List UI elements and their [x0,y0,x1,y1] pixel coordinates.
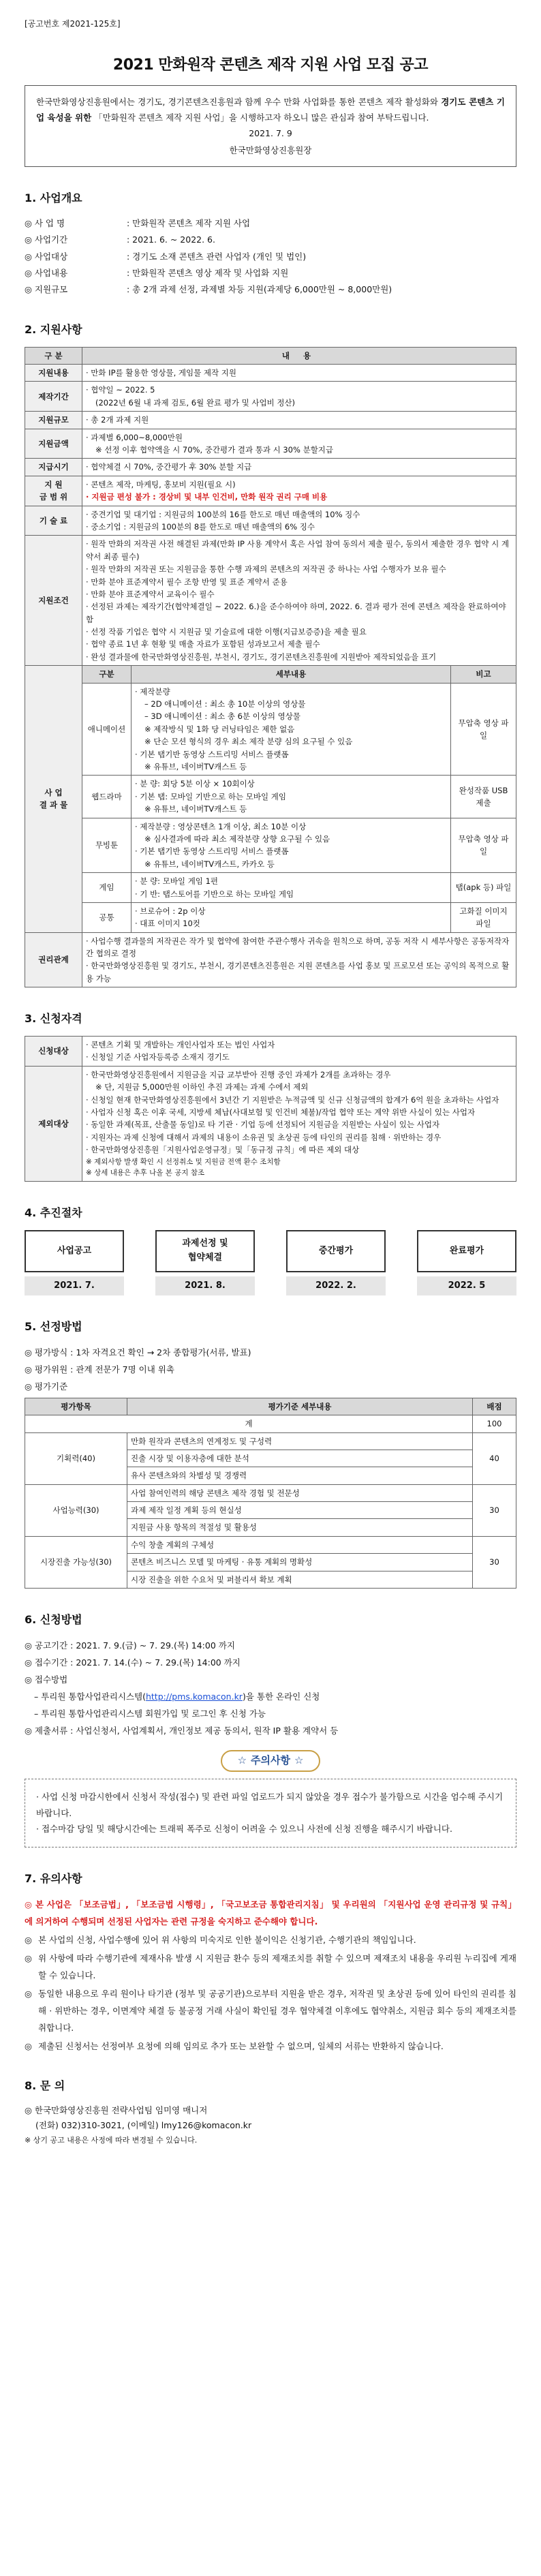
section-7-title: 7. 유의사항 [25,1872,82,1886]
selection-line: ◎ 평가방식 : 1차 자격요건 확인 → 2차 종합평가(서류, 발표) [25,1347,251,1358]
table-row: 제작기간 · 협약일 ~ 2022. 5 (2022년 6월 내 과제 검토, 6월 완료 평가 및 사업비 정산) [25,382,516,412]
contact-info: ◎ 한국만화영상진흥원 전략사업팀 임미영 매니저 (전화) 032)310-3021, (이메일) lmy126@komacon.kr ※ 상기 공고 내용은 사정에 따라 변경될 수 있습니다. [25,2104,252,2145]
process-step: 중간평가 2022. 2. [286,1230,386,1295]
section-2-title: 2. 지원사항 [25,322,82,336]
notice-item: ◎ 위 사항에 따라 수행기관에 제재사유 발생 시 지원금 환수 등의 제재조치를 취할 수 있으며 제재조치 내용을 우리원 누리집에 게재할 수 있습니다. [25,1952,516,1980]
apply-line: ◎ 제출서류 : 사업신청서, 사업계획서, 개인정보 제공 동의서, 원작 IP 활용 계약서 등 [25,1725,339,1736]
section-5-title: 5. 선정방법 [25,1319,82,1333]
table-row: 지원규모 · 총 2개 과제 지원 [25,412,516,429]
overview-list [25,215,516,298]
apply-line: ◎ 공고기간 : 2021. 7. 9.(금) ~ 7. 29.(목) 14:00 까지 [25,1640,235,1651]
notice-item: ◎ 본 사업은 「보조금법」, 「보조금법 시행령」, 「국고보조금 통합관리지침」 및 우리원의 「지원사업 운영 관리규정 및 규칙」에 의거하여 수행되며 선정된 사업자는 관련 규정을 숙지하고 준수해야 합니다. [25,1899,516,1927]
overview-item: ◎ 사업기간 : 2021. 6. ~ 2022. 6. [25,234,215,245]
star-icon: ☆ [237,1754,247,1767]
support-table [25,347,516,988]
table-row: 신청대상 · 콘텐츠 기획 및 개발하는 개인사업자 또는 법인 사업자 · 신청일 기준 사업자등록증 소재지 경기도 [25,1037,516,1067]
table-row: 지원금 사용 항목의 적절성 및 활용성 [25,1519,516,1536]
table-row: 지원내용 · 만화 IP를 활용한 영상물, 게임물 제작 지원 [25,365,516,382]
table-header: 구 분 [25,347,82,364]
table-row: 진출 시장 및 이용자층에 대한 분석 [25,1450,516,1467]
apply-line: ◎ 접수방법 [25,1674,68,1685]
section-8-title: 8. 문 의 [25,2079,65,2092]
table-row: 기 술 료 · 중견기업 및 대기업 : 지원금의 100분의 16를 한도로 매년 매출액의 10% 징수 · 중소기업 : 지원금의 100분의 8를 한도로 매년 매출액의 6% 징수 [25,506,516,536]
star-icon: ☆ [294,1754,304,1767]
caution-box: · 사업 신청 마감시한에서 신청서 작성(접수) 및 관련 파일 업로드가 되지 않았을 경우 접수가 불가함으로 시간을 엄수해 주시기 바랍니다. · 접수마감 당일 및 해당시간에는 트래픽 폭주로 신청이 어려울 수 있으니 사전에 신청 진행을 해주시기 바랍니다. [25,1779,516,1847]
process-flow [25,1230,516,1295]
table-row: 유사 콘텐츠와의 차별성 및 경쟁력 [25,1467,516,1484]
section-1-title: 1. 사업개요 [25,191,82,205]
table-row: 게임 · 분 량: 모바일 게임 1편 · 기 반: 탭스토어를 기반으로 하는 모바일 게임 탭(apk 등) 파일 [25,873,516,903]
intro-body: 한국만화영상진흥원에서는 경기도, 경기콘텐츠진흥원과 함께 우수 만화 사업화를 통한 콘텐츠 제작 활성화와 경기도 콘텐츠 기업 육성을 위한 「만화원작 콘텐츠 제작 지원 사업」을 시행하고자 하오니 많은 관심과 참여 부탁드립니다. [36,96,506,123]
apply-line: – 투리원 통합사업관리시스템(http://pms.komacon.kr)을 통한 온라인 신청 [34,1691,320,1702]
caution-header [25,1750,516,1772]
notice-item: ◎ 제출된 신청서는 선정여부 요청에 의해 임의로 추가 또는 보완할 수 없으며, 일체의 서류는 반환하지 않습니다. [25,2040,444,2051]
intro-date: 2021. 7. 9 [249,127,292,138]
overview-item: ◎ 사업대상 : 경기도 소재 콘텐츠 관련 사업자 (개인 및 법인) [25,251,307,262]
process-step: 과제선정 및 협약체결 2021. 8. [155,1230,255,1295]
table-row: 애니메이션 · 제작분량 – 2D 애니메이션 : 최소 총 10분 이상의 영상물 – 3D 애니메이션 : 최소 총 6분 이상의 영상물 ※ 제작방식 및 1화 당 러닝타임은 제한 없음 ※ 단순 모션 형식의 경우 최소 제작 분량 심의 요구될 수 있음 · 기본 탭기반 동영상 스트리밍 서비스 플랫폼 ※ 유튜브, 네이버TV캐스트 등 무압축 영상 파일 [25,683,516,776]
section-4-title: 4. 추진절차 [25,1206,82,1220]
table-row: 사 업 결 과 물 구분 세부내용 비고 [25,666,516,683]
overview-item: ◎ 지원규모 : 총 2개 과제 선정, 과제별 차등 지원(과제당 6,000만원 ~ 8,000만원) [25,284,392,295]
caution-badge: ☆ 주의사항 ☆ [221,1750,320,1772]
selection-line: ◎ 평가기준 [25,1381,68,1392]
apply-line: – 투리원 통합사업관리시스템 회원가입 및 로그인 후 신청 가능 [34,1708,266,1719]
intro-org: 한국만화영상진흥원장 [229,145,312,156]
eligibility-table [25,1036,516,1182]
overview-item: ◎ 사업내용 : 만화원작 콘텐츠 영상 제작 및 사업화 지원 [25,268,289,279]
table-row: 기획력(40) 만화 원작과 콘텐츠의 연계정도 및 구성력 40 [25,1432,516,1450]
intro-box [25,85,516,168]
overview-item: ◎ 사 업 명 : 만화원작 콘텐츠 제작 지원 사업 [25,217,251,228]
table-row: 공통 · 브로슈어 : 2p 이상 · 대표 이미지 10컷 고화질 이미지 파일 [25,902,516,932]
table-row: 계 100 [25,1415,516,1432]
table-row: 무빙툰 · 제작분량 : 영상콘텐츠 1개 이상, 최소 10분 이상 ※ 심사결과에 따라 최소 제작분량 상향 요구될 수 있음 · 기본 탭기반 동영상 스트리밍 서비스 플랫폼 ※ 유튜브, 네이버TV캐스트, 카카오 등 무압축 영상 파일 [25,818,516,873]
table-header: 내 용 [82,347,516,364]
table-row: 웹드라마 · 분 량: 회당 5분 이상 × 10회이상 · 기본 탭: 모바일 기반으로 하는 모바일 게임 ※ 유튜브, 네이버TV캐스트 등 완성작품 USB 제출 [25,776,516,818]
table-row: 시장 진출을 위한 수요처 및 퍼블리셔 확보 계획 [25,1571,516,1588]
page-title: 2021 만화원작 콘텐츠 제작 지원 사업 모집 공고 [112,56,429,74]
criteria-table: 평가항목 평가기준 세부내용 배점 계 100 기획력(40) 만화 원작과 콘텐츠의 연계정도 및 구성력 40 진출 시장 및 이용자층에 대한 분석 유사 콘텐츠와의 차별성 및 경쟁력 사업능력(30) 사업 참여인력의 해당 콘텐츠 제작 경험 및 전문성 30 과제 제작 일정 계획 등의 현실성 지원금 사용 항목의 적절성 및 활용성 시장진출 가능성(30) 수익 창출 계획의 구체성 30 콘텐츠 비즈니스 모델 및 마케팅 · 유통 계획의 명확성 시장 진출을 위한 수요처 및 퍼블리셔 확보 계획 [25,1398,516,1589]
table-row: 시장진출 가능성(30) 수익 창출 계획의 구체성 30 [25,1536,516,1553]
apply-line: ◎ 접수기간 : 2021. 7. 14.(수) ~ 7. 29.(목) 14:00 까지 [25,1657,241,1668]
table-row: 지 원 금 범 위 · 콘텐츠 제작, 마케팅, 홍보비 지원(필요 시) · 지원금 편성 불가 : 경상비 및 내부 인건비, 만화 원작 권리 구매 비용 [25,476,516,506]
notice-item: ◎ 본 사업의 신청, 사업수행에 있어 위 사항의 미숙지로 인한 불이익은 신청기관, 수행기관의 책임입니다. [25,1934,416,1945]
table-row: 제외대상 · 한국만화영상진흥원에서 지원금을 지급 교부받아 진행 중인 과제가 2개를 초과하는 경우 ※ 단, 지원금 5,000만원 이하인 추진 과제는 과제 수에서 제외 · 신청일 현재 한국만화영상진흥원에서 3년간 기 지원받은 누적금액 및 신규 신청금액의 합계가 6억 원을 초과하는 사업자 · 사업자 신청 혹은 이후 국세, 지방세 체납(사대보험 및 인건비 체불)/작업 협약 또는 계약 위반 사실이 있는 사업자 · 동일한 과제(목표, 산출물 동일)로 타 기관 · 기업 등에 선정되어 지원금을 지원받는 사실이 있는 사업자 · 지원자는 과제 신청에 대해서 과제의 내용이 소유권 및 초상권 등에 타인의 권리를 침해 · 위반하는 경우 · 한국만화영상진흥원「지원사업운영규정」및「동규정 규칙」에 따른 제외 대상 ※ 제외사항 발생 확인 시 선정취소 및 지원금 전액 환수 조치함 ※ 상세 내용은 추후 나올 본 공지 참조 [25,1066,516,1181]
table-row: 지원조건 · 원작 만화의 저작권 사전 해결된 과제(만화 IP 사용 계약서 혹은 사업 참여 동의서 제출 필수, 동의서 제출한 경우 협약 시 계약서 최종 필수) · 원작 만화의 저작권 또는 지원금을 통한 수행 과제의 콘텐츠의 저작권 중 하나는 사업 수행자가 보유 필수 · 만화 분야 표준계약서 필수 조항 반영 및 표준 계약서 준용 · 만화 분야 표준계약서 교육이수 필수 · 선정된 과제는 제작기간(협약체결일 ~ 2022. 6.)을 준수하여야 하며, 2022. 6. 결과 평가 전에 콘텐츠 제작을 완료하여야 함 · 선정 작품 기업은 협약 시 지원금 및 기술료에 대한 이행(지급보증증)을 제출 필요 · 협약 종료 1년 후 현황 및 매출 자료가 포함된 성과보고서 제출 필수 · 완성 결과물에 한국만화영상진흥원, 부천시, 경기도, 경기콘텐츠진흥원에 지원받아 제작되었음을 표기 [25,536,516,666]
table-row: 권리관계 · 사업수행 결과물의 저작권은 작가 및 협약에 참여한 주관수행사 귀속을 원칙으로 하며, 공동 저작 시 세부사항은 공동저작자간 협의로 결정 · 한국만화영상진흥원 및 경기도, 부천시, 경기콘텐츠진흥원은 지원 콘텐츠를 사업 홍보 및 프로모션 또는 공익의 목적으로 활용 가능 [25,932,516,987]
process-step: 완료평가 2022. 5 [417,1230,516,1295]
ineligible-cost-note: · 지원금 편성 불가 : 경상비 및 내부 인건비, 만화 원작 권리 구매 비용 [86,492,328,502]
table-row: 지원금액 · 과제별 6,000~8,000만원 ※ 선정 이후 협약액을 시 70%, 중간평가 결과 통과 시 30% 분할지급 [25,429,516,459]
table-row: 콘텐츠 비즈니스 모델 및 마케팅 · 유통 계획의 명확성 [25,1554,516,1571]
selection-line: ◎ 평가위원 : 관계 전문가 7명 이내 위촉 [25,1364,174,1375]
section-6-title: 6. 신청방법 [25,1613,82,1627]
notice-item: ◎ 동일한 내용으로 우리 원이나 타기관 (정부 및 공공기관)으로부터 지원을 받은 경우, 저작권 및 초상권 등에 있어 타인의 권리를 침해 · 위반하는 경우, 이면계약 체결 등 불공정 거래 사실이 확인될 경우 협약체결 이후에도 협약취소, 지원금 회수 등의 제재조치를 취합니다. [25,1988,516,2033]
notice-number: [공고번호 제2021-125호] [25,19,121,29]
table-row: 사업능력(30) 사업 참여인력의 해당 콘텐츠 제작 경험 및 전문성 30 [25,1484,516,1501]
table-row: 지급시기 · 협약체결 시 70%, 중간평가 후 30% 분할 지급 [25,459,516,476]
pms-link[interactable]: http://pms.komacon.kr [145,1691,243,1702]
section-3-title: 3. 신청자격 [25,1012,82,1026]
process-step: 사업공고 2021. 7. [25,1230,124,1295]
table-row: 과제 제작 일정 계획 등의 현실성 [25,1502,516,1519]
